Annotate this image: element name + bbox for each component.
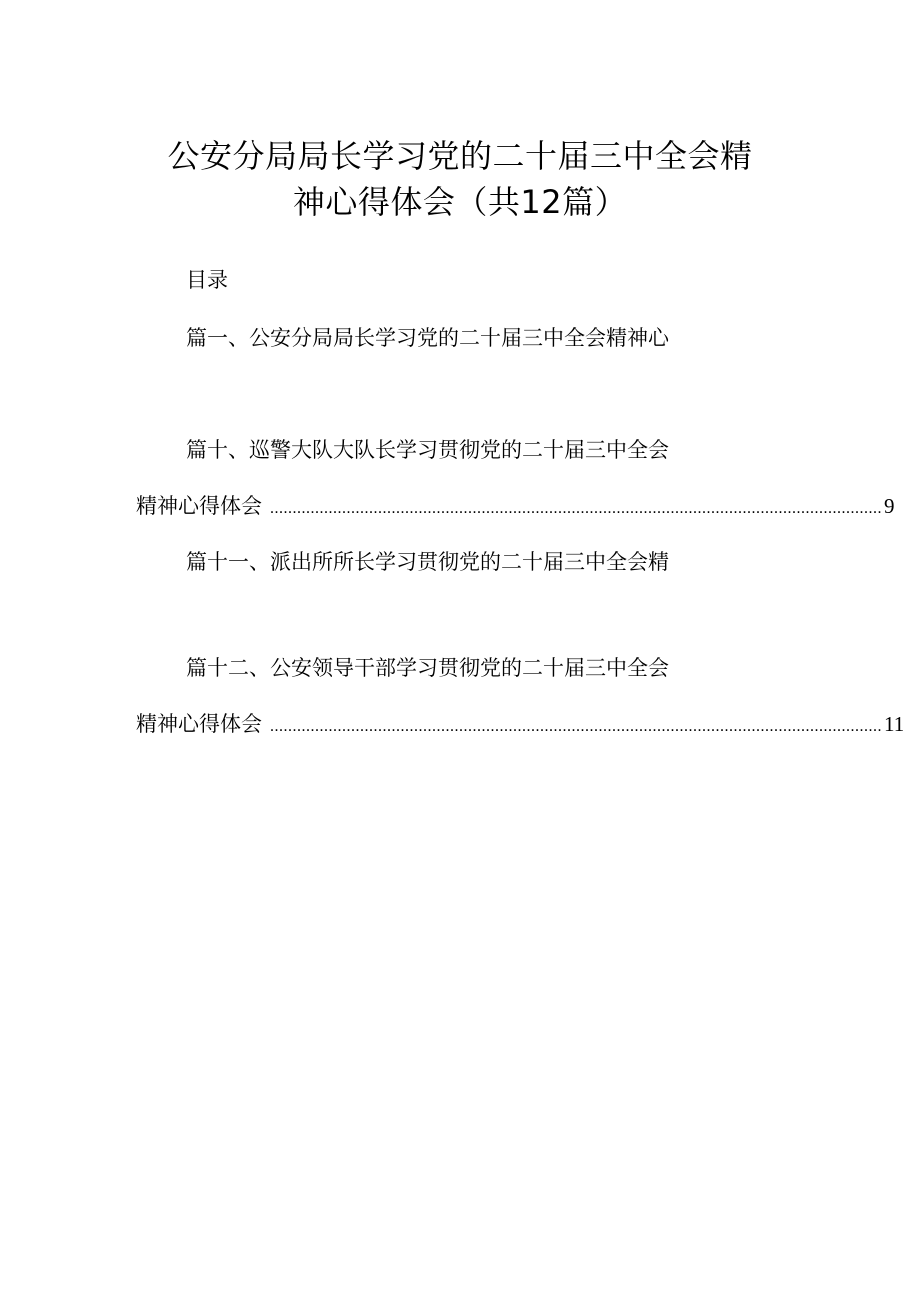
document-title-line-2: 神心得体会（共12篇） (292, 183, 628, 221)
toc-entry-2-page-number: 9 (884, 494, 895, 518)
toc-entry-2-title-continued: 精神心得体会 (136, 494, 262, 518)
toc-entry-4-page-number: 11 (884, 712, 905, 736)
document-title-line-1: 公安分局局长学习党的二十届三中全会精 (167, 137, 753, 175)
toc-heading: 目录 (186, 268, 228, 292)
toc-entry-1-title[interactable]: 篇一、公安分局局长学习党的二十届三中全会精神心 (186, 326, 669, 350)
toc-entry-2-title[interactable]: 篇十、巡警大队大队长学习贯彻党的二十届三中全会 (186, 438, 669, 462)
toc-entry-4-title[interactable]: 篇十二、公安领导干部学习贯彻党的二十届三中全会 (186, 656, 669, 680)
toc-leader-dots: ........................................................................................................................................ (270, 500, 882, 517)
toc-entry-4-continuation[interactable] (136, 710, 905, 741)
toc-entry-2-continuation[interactable] (136, 492, 895, 523)
toc-leader-dots: ........................................................................................................................................ (270, 718, 882, 735)
toc-entry-4-title-continued: 精神心得体会 (136, 712, 262, 736)
toc-entry-3-title[interactable]: 篇十一、派出所所长学习贯彻党的二十届三中全会精 (186, 550, 669, 574)
